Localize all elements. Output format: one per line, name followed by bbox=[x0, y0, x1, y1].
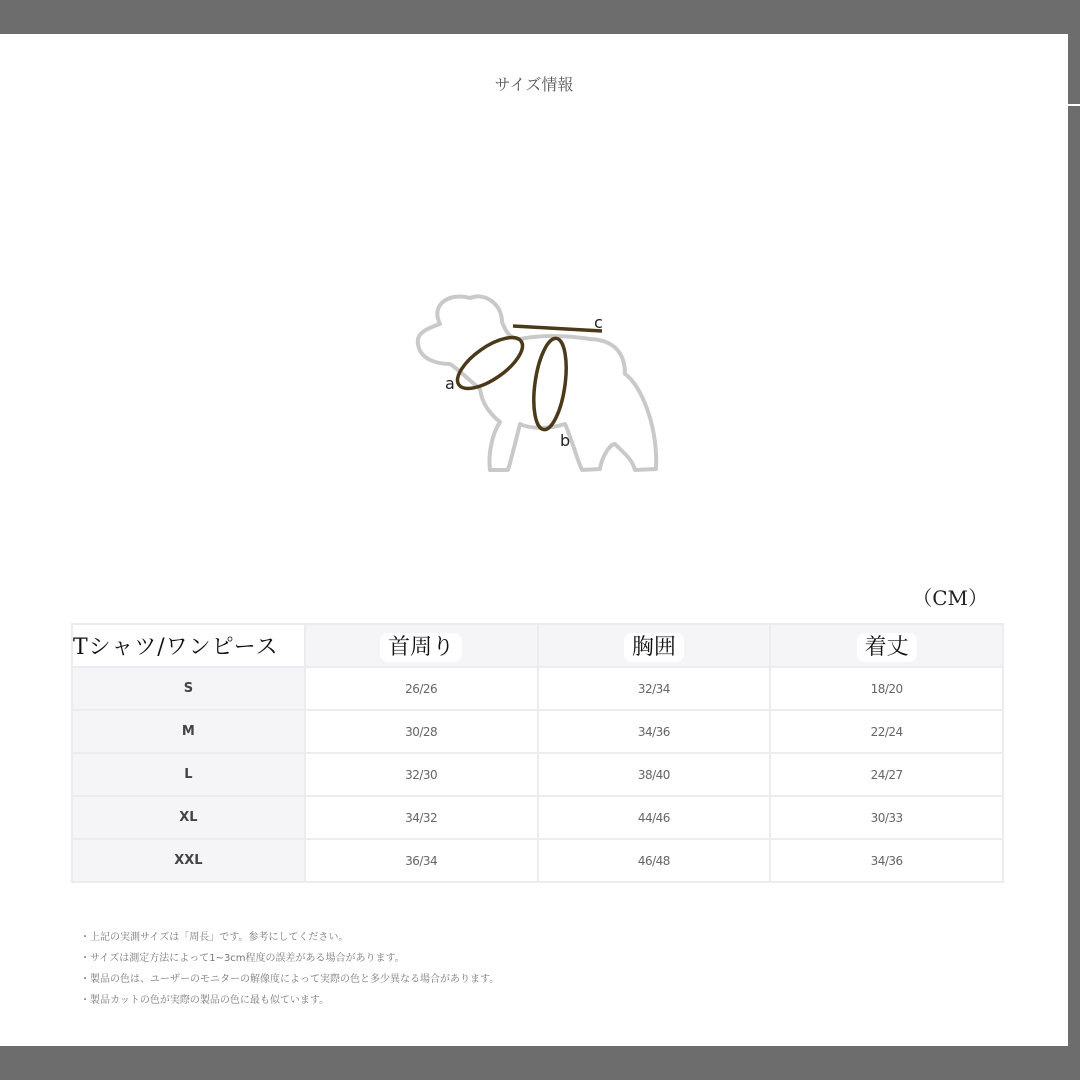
neck-measure-line bbox=[450, 328, 531, 398]
chest-cell: 34/36 bbox=[538, 710, 771, 753]
table-row bbox=[72, 839, 1003, 882]
neck-cell: 32/30 bbox=[305, 753, 538, 796]
label-c: c bbox=[594, 313, 603, 332]
size-cell: L bbox=[72, 753, 305, 796]
chest-cell: 38/40 bbox=[538, 753, 771, 796]
neck-cell: 36/34 bbox=[305, 839, 538, 882]
chest-measure-line bbox=[529, 336, 572, 431]
neck-cell: 30/28 bbox=[305, 710, 538, 753]
note-item: ・サイズは測定方法によって1~3cm程度の誤差がある場合があります。 bbox=[80, 953, 405, 964]
table-header-row bbox=[72, 624, 1003, 667]
header-neck: 首周り bbox=[305, 624, 538, 667]
table-row bbox=[72, 753, 1003, 796]
table-row bbox=[72, 710, 1003, 753]
length-cell: 18/20 bbox=[770, 667, 1003, 710]
length-cell: 24/27 bbox=[770, 753, 1003, 796]
unit-label: （CM） bbox=[912, 586, 988, 610]
table-row bbox=[72, 667, 1003, 710]
length-cell: 34/36 bbox=[770, 839, 1003, 882]
header-length: 着丈 bbox=[770, 624, 1003, 667]
size-cell: S bbox=[72, 667, 305, 710]
edge-line bbox=[1068, 104, 1080, 106]
back-length-line bbox=[513, 326, 602, 331]
note-item: ・上記の実測サイズは「周長」です。参考にしてください。 bbox=[80, 932, 349, 943]
dog-measurement-diagram bbox=[410, 284, 670, 484]
label-a: a bbox=[445, 374, 455, 393]
header-chest: 胸囲 bbox=[538, 624, 771, 667]
length-cell: 22/24 bbox=[770, 710, 1003, 753]
page-title: サイズ情報 bbox=[494, 75, 574, 94]
note-item: ・製品カットの色が実際の製品の色に最も似ています。 bbox=[80, 995, 330, 1006]
length-cell: 30/33 bbox=[770, 796, 1003, 839]
neck-cell: 26/26 bbox=[305, 667, 538, 710]
notes-list bbox=[80, 927, 499, 1011]
note-item: ・製品の色は、ユーザーのモニターの解像度によって実際の色と多少異なる場合があります。 bbox=[80, 974, 500, 985]
table-row bbox=[72, 796, 1003, 839]
size-cell: M bbox=[72, 710, 305, 753]
chest-cell: 46/48 bbox=[538, 839, 771, 882]
size-cell: XXL bbox=[72, 839, 305, 882]
size-table bbox=[71, 623, 1004, 883]
label-b: b bbox=[560, 431, 571, 450]
header-garment-type: Tシャツ/ワンピース bbox=[72, 624, 305, 667]
size-info-sheet bbox=[0, 34, 1068, 1046]
chest-cell: 32/34 bbox=[538, 667, 771, 710]
neck-cell: 34/32 bbox=[305, 796, 538, 839]
size-cell: XL bbox=[72, 796, 305, 839]
chest-cell: 44/46 bbox=[538, 796, 771, 839]
